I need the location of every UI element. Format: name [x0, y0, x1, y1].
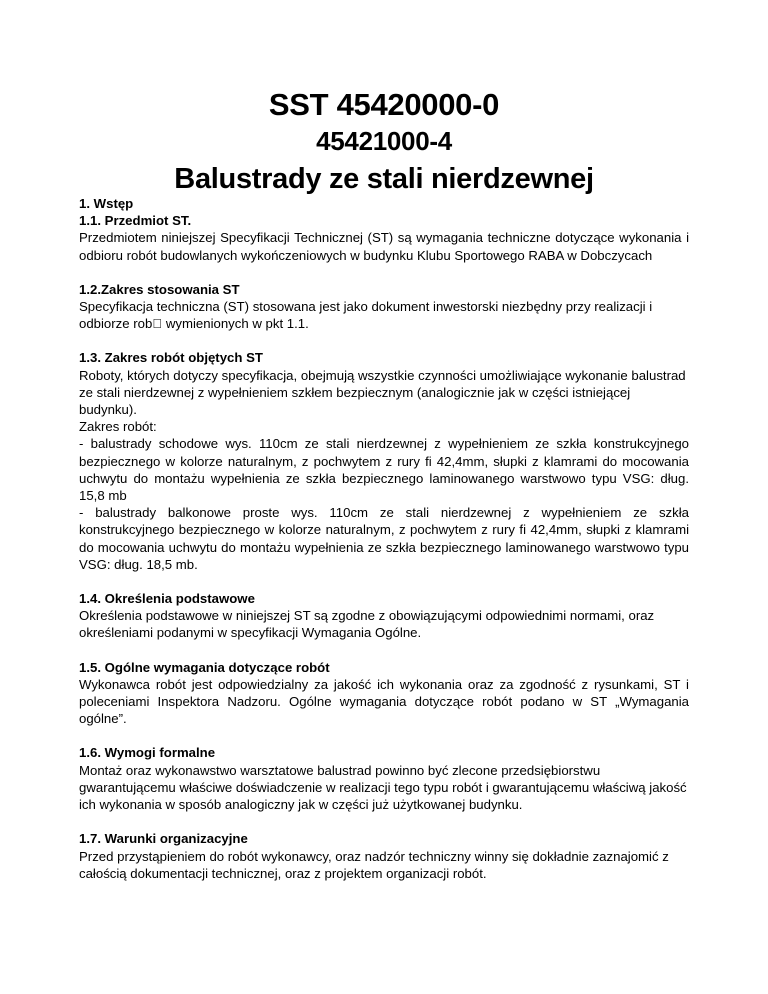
section-1-1: [79, 195, 689, 264]
section-heading: 1.3. Zakres robót objętych ST: [79, 350, 263, 366]
section-paragraph: Wykonawca robót jest odpowiedzialny za jakość ich wykonania oraz za zgodność z rysunkami, ST i poleceniami Inspektora Nadzoru. Ogólne wymagania dotyczące robót podano w ST „Wymagania ogólne”.: [79, 676, 689, 727]
list-item: - balustrady balkonowe proste wys. 110cm ze stali nierdzewnej z wypełnieniem ze szkła konstrukcyjnego bezpiecznego w kolorze naturalnym, z pochwytem z rury fi 42,4mm, słupki z klamrami do mocowania uchwytu do montażu wypełnienia ze szkła bezpiecznego laminowanego warstwowo typu VSG: dług. 18,5 mb.: [79, 505, 689, 572]
section-1-2: [79, 281, 689, 333]
section-paragraph: Określenia podstawowe w niniejszej ST są zgodne z obowiązującymi odpowiednimi normami, oraz określeniami podanymi w specyfikacji Wymagania Ogólne.: [79, 608, 655, 641]
section-paragraph: Montaż oraz wykonawstwo warsztatowe balustrad powinno być zlecone przedsiębiorstwu gwarantującemu właściwe doświadczenie w realizacji tego typu robót i gwarantującemu właściwą jakość ich wykonania w sposób analogiczny jak w części już użytkowanej budynku.: [79, 762, 687, 813]
section-heading: 1. Wstęp: [79, 196, 134, 211]
section-1-7: [79, 830, 689, 882]
document-title: [0, 86, 768, 198]
section-heading: 1.1. Przedmiot ST.: [79, 213, 192, 229]
section-paragraph: Przed przystąpieniem do robót wykonawcy, oraz nadzór techniczny winny się dokładnie zaznajomić z całością dokumentacji technicznej, oraz z projektem organizacji robót.: [79, 848, 669, 881]
section-heading: 1.5. Ogólne wymagania dotyczące robót: [79, 659, 330, 675]
document-body: [79, 195, 689, 899]
section-heading: 1.7. Warunki organizacyjne: [79, 831, 248, 847]
title-subject: Balustrady ze stali nierdzewnej: [174, 163, 594, 195]
title-code: SST 45420000-0: [268, 87, 500, 122]
section-1-6: [79, 744, 689, 813]
section-heading: 1.4. Określenia podstawowe: [79, 591, 255, 607]
section-paragraph: Zakres robót:: [79, 419, 157, 435]
section-1-5: [79, 659, 689, 728]
section-paragraph: Specyfikacja techniczna (ST) stosowana jest jako dokument inwestorski niezbędny przy realizacji i odbiorze rob  wymienionych w pkt 1.1.: [79, 299, 653, 332]
section-1-4: [79, 590, 689, 642]
list-item: - balustrady schodowe wys. 110cm ze stali nierdzewnej z wypełnieniem ze szkła konstrukcyjnego bezpiecznego w kolorze naturalnym, z pochwytem z rury fi 42,4mm, słupki z klamrami do mocowania uchwytu do montażu wypełnienia ze szkła bezpiecznego laminowanego warstwowo typu VSG: dług. 15,8 mb: [79, 436, 689, 504]
section-paragraph: Przedmiotem niniejszej Specyfikacji Technicznej (ST) są wymagania techniczne dotyczące wykonania i odbioru robót budowlanych wykończeniowych w budynku Klubu Sportowego RABA w Dobczycach: [79, 230, 689, 263]
section-1-3: [79, 349, 689, 573]
section-paragraph: Roboty, których dotyczy specyfikacja, obejmują wszystkie czynności umożliwiające wykonanie balustrad ze stali nierdzewnej z wypełnieniem szkłem bezpiecznym (analogicznie jak w części istniejącej budynku).: [79, 367, 686, 418]
section-heading: 1.2.Zakres stosowania ST: [79, 281, 240, 297]
title-subcode: 45421000-4: [316, 126, 452, 156]
section-heading: 1.6. Wymogi formalne: [79, 745, 216, 761]
